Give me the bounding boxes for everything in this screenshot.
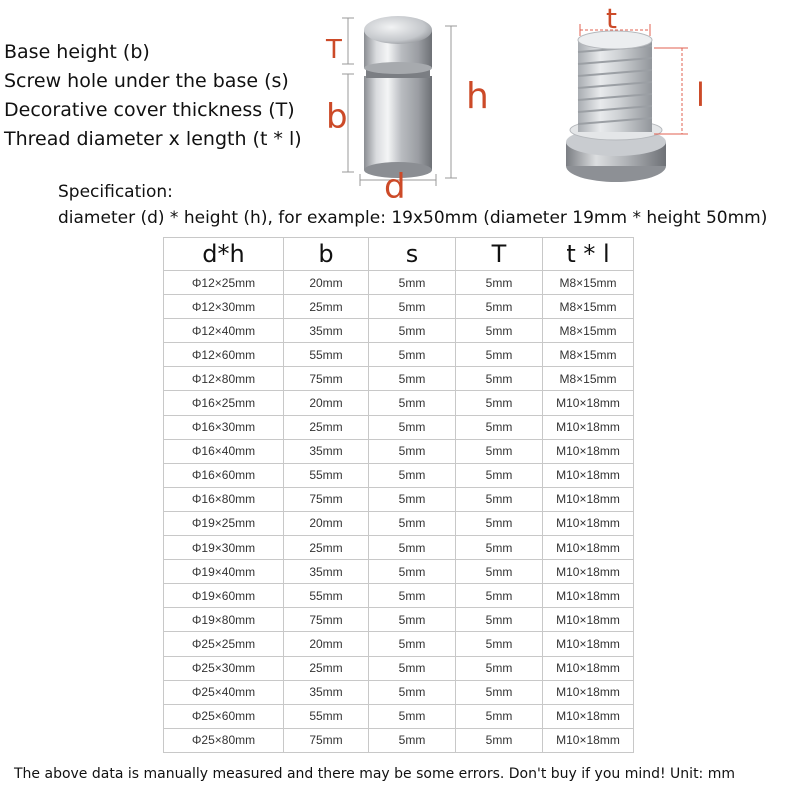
cell-T: 5mm (456, 487, 543, 511)
cell-T: 5mm (456, 632, 543, 656)
table-row (164, 608, 634, 632)
specification-text: diameter (d) * height (h), for example: 19x50mm (diameter 19mm * height 50mm) (58, 208, 768, 228)
cell-T: 5mm (456, 728, 543, 752)
table-row (164, 415, 634, 439)
cell-tl: M10×18mm (543, 728, 634, 752)
cell-tl: M10×18mm (543, 608, 634, 632)
cell-b: 55mm (284, 463, 369, 487)
standoff-diagram (320, 0, 550, 200)
cell-tl: M10×18mm (543, 656, 634, 680)
table-row (164, 680, 634, 704)
header-b: b (284, 238, 369, 271)
l-label: l (696, 76, 705, 114)
cell-s: 5mm (369, 560, 456, 584)
cell-s: 5mm (369, 656, 456, 680)
cell-T: 5mm (456, 439, 543, 463)
cell-b: 35mm (284, 319, 369, 343)
table-row (164, 656, 634, 680)
cell-s: 5mm (369, 415, 456, 439)
cell-dh: Φ19×40mm (164, 560, 284, 584)
table-row (164, 728, 634, 752)
table-row (164, 439, 634, 463)
cell-b: 20mm (284, 511, 369, 535)
cell-b: 55mm (284, 704, 369, 728)
cell-s: 5mm (369, 608, 456, 632)
table-body (164, 271, 634, 753)
cell-T: 5mm (456, 511, 543, 535)
cell-b: 20mm (284, 271, 369, 295)
cell-T: 5mm (456, 367, 543, 391)
cell-dh: Φ19×30mm (164, 536, 284, 560)
cell-T: 5mm (456, 295, 543, 319)
table-row (164, 704, 634, 728)
table-row (164, 295, 634, 319)
table-row (164, 632, 634, 656)
cell-b: 55mm (284, 584, 369, 608)
cell-tl: M10×18mm (543, 704, 634, 728)
cell-T: 5mm (456, 391, 543, 415)
cell-T: 5mm (456, 536, 543, 560)
t-label: t (606, 2, 617, 35)
cell-dh: Φ19×25mm (164, 511, 284, 535)
cell-b: 20mm (284, 391, 369, 415)
cell-b: 25mm (284, 295, 369, 319)
cell-tl: M8×15mm (543, 271, 634, 295)
cell-tl: M8×15mm (543, 367, 634, 391)
cell-tl: M10×18mm (543, 511, 634, 535)
cell-dh: Φ16×60mm (164, 463, 284, 487)
d-label: d (384, 167, 406, 200)
table-row (164, 391, 634, 415)
cell-tl: M10×18mm (543, 487, 634, 511)
cell-dh: Φ12×30mm (164, 295, 284, 319)
header-tl: t * l (543, 238, 634, 271)
cell-b: 20mm (284, 632, 369, 656)
cell-tl: M10×18mm (543, 463, 634, 487)
cell-b: 35mm (284, 439, 369, 463)
cell-tl: M10×18mm (543, 439, 634, 463)
cell-T: 5mm (456, 608, 543, 632)
table-row (164, 463, 634, 487)
cell-s: 5mm (369, 439, 456, 463)
cell-s: 5mm (369, 511, 456, 535)
cell-dh: Φ25×25mm (164, 632, 284, 656)
table-row (164, 536, 634, 560)
cell-dh: Φ19×80mm (164, 608, 284, 632)
cell-s: 5mm (369, 728, 456, 752)
screw-diagram (550, 0, 800, 200)
table-row (164, 367, 634, 391)
header-T: T (456, 238, 543, 271)
cell-s: 5mm (369, 536, 456, 560)
cell-dh: Φ16×25mm (164, 391, 284, 415)
specification-label: Specification: (58, 182, 173, 202)
cell-b: 25mm (284, 415, 369, 439)
cell-dh: Φ12×40mm (164, 319, 284, 343)
cell-s: 5mm (369, 680, 456, 704)
h-label: h (466, 76, 489, 117)
table-row (164, 511, 634, 535)
cell-dh: Φ12×80mm (164, 367, 284, 391)
legend-base-height: Base height (b) (4, 41, 150, 63)
cell-s: 5mm (369, 704, 456, 728)
legend-thread: Thread diameter x length (t * l) (4, 128, 302, 150)
footer-note: The above data is manually measured and there may be some errors. Don't buy if you mind! Unit: mm (14, 766, 735, 782)
cell-dh: Φ12×25mm (164, 271, 284, 295)
cell-dh: Φ16×30mm (164, 415, 284, 439)
cell-s: 5mm (369, 295, 456, 319)
table-row (164, 319, 634, 343)
cell-s: 5mm (369, 391, 456, 415)
cell-dh: Φ25×60mm (164, 704, 284, 728)
header-dh: d*h (164, 238, 284, 271)
cell-tl: M8×15mm (543, 295, 634, 319)
cell-T: 5mm (456, 656, 543, 680)
table-row (164, 584, 634, 608)
cell-s: 5mm (369, 271, 456, 295)
cell-tl: M10×18mm (543, 560, 634, 584)
cell-T: 5mm (456, 704, 543, 728)
table-row (164, 271, 634, 295)
cell-s: 5mm (369, 367, 456, 391)
cell-tl: M8×15mm (543, 319, 634, 343)
cell-T: 5mm (456, 343, 543, 367)
cell-s: 5mm (369, 463, 456, 487)
cell-tl: M10×18mm (543, 391, 634, 415)
cell-T: 5mm (456, 463, 543, 487)
product-images (320, 0, 800, 200)
cell-tl: M10×18mm (543, 584, 634, 608)
cap-bottom-edge (364, 62, 432, 74)
cap-top (364, 16, 432, 44)
cell-s: 5mm (369, 319, 456, 343)
cell-dh: Φ12×60mm (164, 343, 284, 367)
specification-table (163, 237, 634, 753)
base-body (364, 76, 432, 170)
b-label: b (326, 97, 348, 137)
cell-T: 5mm (456, 271, 543, 295)
cell-b: 35mm (284, 680, 369, 704)
cell-tl: M10×18mm (543, 415, 634, 439)
cell-dh: Φ16×80mm (164, 487, 284, 511)
header-s: s (369, 238, 456, 271)
table-row (164, 560, 634, 584)
cell-dh: Φ16×40mm (164, 439, 284, 463)
cell-b: 25mm (284, 536, 369, 560)
legend (4, 38, 302, 154)
cell-s: 5mm (369, 487, 456, 511)
cell-b: 55mm (284, 343, 369, 367)
cell-b: 75mm (284, 608, 369, 632)
cell-tl: M10×18mm (543, 536, 634, 560)
table-row (164, 343, 634, 367)
cell-T: 5mm (456, 560, 543, 584)
cell-b: 75mm (284, 728, 369, 752)
cell-b: 75mm (284, 487, 369, 511)
cell-T: 5mm (456, 415, 543, 439)
legend-screw-hole: Screw hole under the base (s) (4, 70, 289, 92)
cell-T: 5mm (456, 319, 543, 343)
cell-b: 35mm (284, 560, 369, 584)
cell-b: 75mm (284, 367, 369, 391)
cell-dh: Φ25×40mm (164, 680, 284, 704)
cell-tl: M8×15mm (543, 343, 634, 367)
cell-tl: M10×18mm (543, 632, 634, 656)
cell-tl: M10×18mm (543, 680, 634, 704)
cell-T: 5mm (456, 680, 543, 704)
T-label: T (326, 35, 342, 65)
cell-dh: Φ25×80mm (164, 728, 284, 752)
cell-dh: Φ25×30mm (164, 656, 284, 680)
cell-dh: Φ19×60mm (164, 584, 284, 608)
cell-s: 5mm (369, 584, 456, 608)
cell-b: 25mm (284, 656, 369, 680)
cell-T: 5mm (456, 584, 543, 608)
table-header-row (164, 238, 634, 271)
table-row (164, 487, 634, 511)
legend-cover-thickness: Decorative cover thickness (T) (4, 99, 295, 121)
cell-s: 5mm (369, 343, 456, 367)
cell-s: 5mm (369, 632, 456, 656)
